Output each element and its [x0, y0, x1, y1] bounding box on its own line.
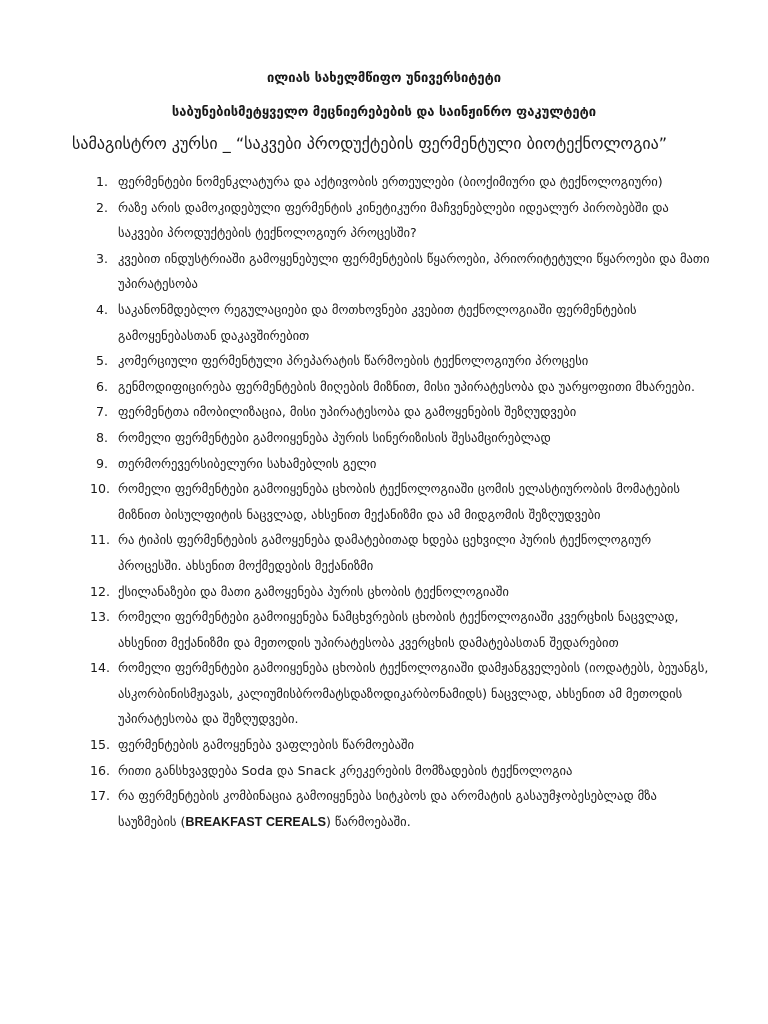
question-number: 4.	[96, 301, 109, 317]
question-number: 16.	[90, 762, 111, 778]
question-list	[72, 169, 712, 835]
question-item	[72, 732, 712, 758]
question-item	[72, 604, 712, 655]
question-text-before: რა ფერმენტების კომბინაცია გამოიყენება სიტკბოს და არომატის გასაუმჯობესებლად მზა საუზმების (	[118, 788, 657, 829]
question-item	[72, 399, 712, 425]
question-number: 12.	[90, 583, 111, 599]
question-item	[72, 451, 712, 477]
question-item	[72, 374, 712, 400]
question-number: 3.	[96, 250, 109, 266]
question-item	[72, 348, 712, 374]
question-item	[72, 425, 712, 451]
question-text: რა ტიპის ფერმენტების გამოყენება დამატებითად ხდება ცეხვილი პურის ტექნოლოგიურ პროცესში. ახსენით მოქმედების მექანიზმი	[118, 532, 652, 573]
question-text: თერმორევერსიბელური სახამებლის გელი	[118, 455, 377, 471]
faculty-title: საბუნებისმეტყველო მეცნიერებების და საინჟინრო ფაკულტეტი	[171, 105, 597, 120]
question-text: რითი განსხვავდება Soda და Snack კრეკერების მომზადების ტექნოლოგია	[118, 762, 573, 778]
question-number: 14.	[90, 660, 111, 676]
question-text: ფერმენტების გამოყენება ვაფლების წარმოებაში	[118, 737, 415, 753]
question-item	[72, 527, 712, 578]
question-item	[72, 783, 712, 835]
question-text-emphasis: BREAKFAST CEREALS	[185, 814, 327, 829]
question-text: კვებით ინდუსტრიაში გამოყენებული ფერმენტების წყაროები, პრიორიტეტული წყაროები და მათი უპირატესობა	[118, 250, 710, 292]
question-text: ფერმენტთა იმობილიზაცია, მისი უპირატესობა და გამოყენების შეზღუდვები	[118, 404, 577, 420]
question-number: 1.	[96, 174, 109, 189]
question-number: 17.	[90, 788, 111, 804]
question-item	[72, 758, 712, 784]
question-text: ფერმენტები ნომენკლატურა და აქტივობის ერთეულები (ბიოქიმიური და ტექნოლოგიური)	[118, 174, 663, 189]
question-item	[72, 579, 712, 605]
question-item	[72, 195, 712, 246]
question-item	[72, 246, 712, 297]
question-number: 10.	[90, 481, 111, 497]
question-text: რომელი ფერმენტები გამოიყენება ცხობის ტექნოლოგიაში ცომის ელასტიურობის მომატების მიზნით ბისულფიტის ნაცვლად, ახსენით მექანიზმი და ამ მიდგომის შეზღუდვები	[118, 481, 680, 522]
question-number: 8.	[96, 429, 109, 445]
question-text	[118, 783, 712, 835]
question-number: 15.	[90, 737, 111, 753]
question-number: 5.	[96, 353, 109, 369]
question-item	[72, 655, 712, 732]
question-text-after: ) წარმოებაში.	[326, 813, 411, 829]
question-text: რომელი ფერმენტები გამოიყენება ცხობის ტექნოლოგიაში დამჟანგველების (იოდატებს, ბეუანგს, ასკორბინისმჟავას, კალიუმისბრომატსდაზოდიკარბონამიდს) ნაცვლად, ახსენით ამ მეთოდის უპირატესობა და შეზღუდვები.	[118, 660, 709, 727]
question-text: რაზე არის დამოკიდებული ფერმენტის კინეტიკური მაჩვენებლები იდეალურ პირობებში და საკვები პროდუქტების ტექნოლოგიურ პროცესში?	[118, 199, 669, 241]
question-number: 2.	[96, 199, 109, 215]
question-text: საკანონმდებლო რეგულაციები და მოთხოვნები კვებით ტექნოლოგიაში ფერმენტების გამოყენებასთან დაკავშირებით	[118, 301, 637, 343]
question-item	[72, 476, 712, 527]
course-title: სამაგისტრო კურსი _ “საკვები პროდუქტების ფერმენტული ბიოტექნოლოგია”	[72, 134, 668, 153]
question-number: 6.	[96, 378, 109, 394]
question-number: 11.	[90, 532, 111, 548]
university-title: ილიას სახელმწიფო უნივერსიტეტი	[266, 71, 502, 86]
question-text: რომელი ფერმენტები გამოიყენება ნამცხვრების ცხობის ტექნოლოგიაში კვერცხის ნაცვლად, ახსენით მექანიზმი და მეთოდის უპირატესობა კვერცხის დამატებასთან შედარებით	[118, 609, 679, 650]
question-item	[72, 297, 712, 348]
question-item	[72, 169, 712, 195]
question-text: ქსილანაზები და მათი გამოყენება პურის ცხობის ტექნოლოგიაში	[118, 583, 509, 599]
question-text: რომელი ფერმენტები გამოიყენება პურის სინერიზისის შესამცირებლად	[118, 429, 551, 445]
question-number: 13.	[90, 609, 111, 625]
question-number: 9.	[96, 455, 109, 471]
question-text: კომერციული ფერმენტული პრეპარატის წარმოების ტექნოლოგიური პროცესი	[118, 353, 589, 369]
question-number: 7.	[96, 404, 109, 420]
question-text: გენმოდიფიცირება ფერმენტების მიღების მიზნით, მისი უპირატესობა და უარყოფითი მხარეები.	[118, 378, 695, 394]
